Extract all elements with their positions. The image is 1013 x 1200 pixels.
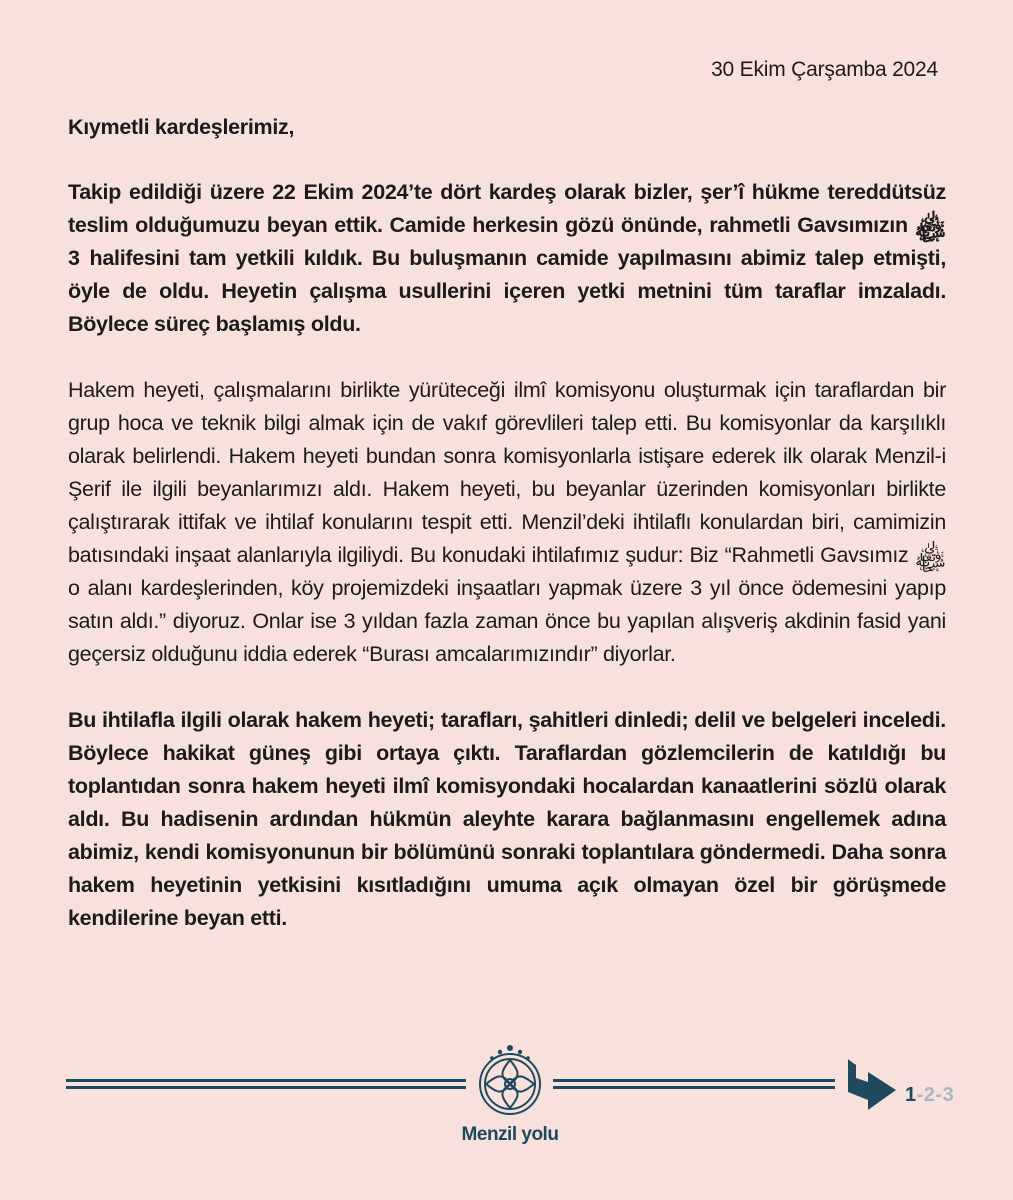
paragraph-3: Bu ihtilafla ilgili olarak hakem heyeti; tarafları, şahitleri dinledi; delil ve belgeleri inceledi. Böylece hakikat güneş gibi ortaya çıktı. Taraflardan gözlemcilerin de katıldığı bu toplantıdan sonra hakem heyeti ilmî komisyondaki hocalardan kanaatlerini sözlü olarak aldı. Bu hadisenin ardından hükmün aleyhte karara bağlanmasını engellemek adına abimiz, kendi komisyonunun bir bölümünü sonraki toplantılara göndermedi. Daha sonra hakem heyetinin yetkisini kısıtladığını umuma açık olmayan özel bir görüşmede kendilerine beyan etti. [68, 708, 946, 930]
paragraph-2: Hakem heyeti, çalışmalarını birlikte yürüteceği ilmî komisyonu oluşturmak için taraflardan bir grup hoca ve teknik bilgi almak için de vakıf görevlileri talep etti. Bu komisyonlar da karşılıklı olarak belirlendi. Hakem heyeti bundan sonra komisyonlarla istişare ederek ilk olarak Menzil-i Şerif ile ilgili beyanlarımızı aldı. Hakem heyeti, bu beyanlar üzerinden komisyonları birlikte çalıştırarak ittifak ve ihtilaf konularını tespit etti. Menzil’deki ihtilaflı konulardan biri, camimizin batısındaki inşaat alanlarıyla ilgiliydi. Bu konudaki ihtilafımız şudur: Biz “Rahmetli Gavsımız ﷾ o alanı kardeşlerinden, köy projemizdeki inşaatları yapmak üzere 3 yıl önce ödemesini yapıp satın aldı.” diyoruz. Onlar ise 3 yıldan fazla zaman önce bu yapılan alışveriş akdinin fasid yani geçersiz olduğunu iddia ederek “Burası amcalarımızındır” diyorlar. [68, 378, 946, 666]
page-number-3[interactable]: 3 [942, 1084, 955, 1106]
page-indicator [905, 1084, 954, 1107]
page-number-2[interactable]: 2 [923, 1084, 936, 1106]
greeting: Kıymetli kardeşlerimiz, [68, 115, 295, 139]
brand-name: Menzil yolu [461, 1124, 559, 1145]
footer [0, 1040, 1013, 1150]
divider-right [553, 1079, 835, 1082]
page-turn-arrow-icon[interactable] [842, 1052, 900, 1116]
page-separator: - [935, 1084, 943, 1106]
letter-body [68, 111, 946, 935]
ornament-logo-icon [470, 1040, 550, 1120]
divider-left [66, 1079, 466, 1082]
page-separator: - [916, 1084, 924, 1106]
page-number-current[interactable]: 1 [905, 1084, 917, 1106]
letter-date: 30 Ekim Çarşamba 2024 [711, 58, 938, 81]
paragraph-1: Takip edildiği üzere 22 Ekim 2024’te dört kardeş olarak bizler, şer’î hükme tereddütsüz teslim olduğumuzu beyan ettik. Camide herkesin gözü önünde, rahmetli Gavsımızın ﷾ 3 halifesini tam yetkili kıldık. Bu buluşmanın camide yapılmasını abimiz talep etmişti, öyle de oldu. Heyetin çalışma usullerini içeren yetki metnini tüm taraflar imzaladı. Böylece süreç başlamış oldu. [68, 180, 946, 336]
